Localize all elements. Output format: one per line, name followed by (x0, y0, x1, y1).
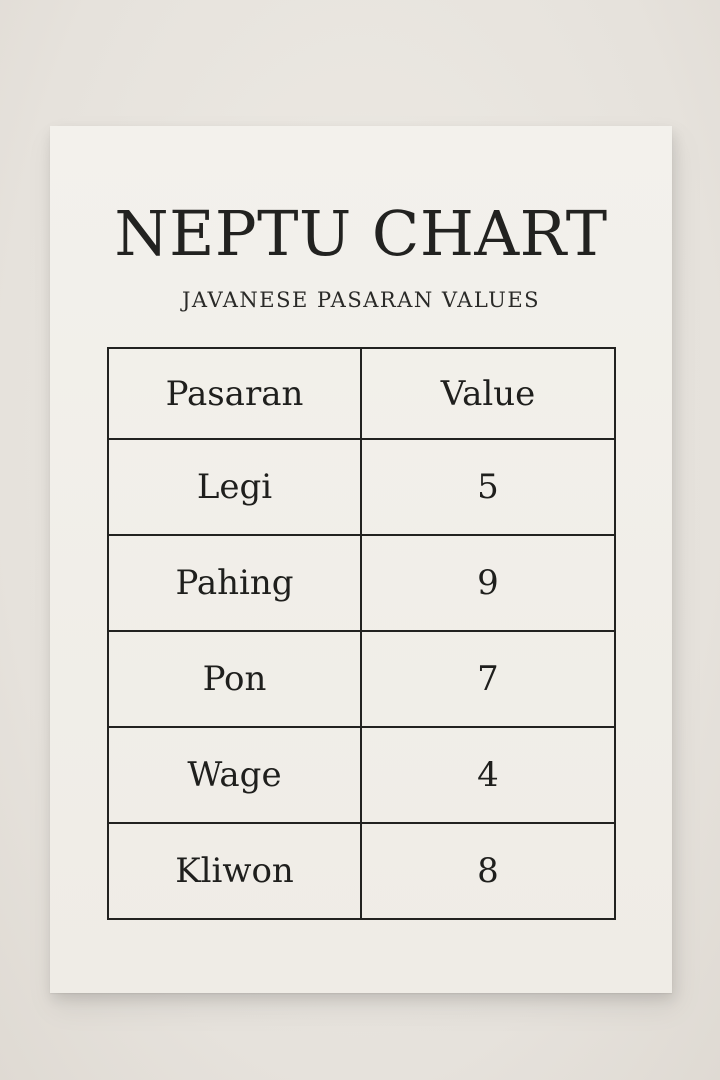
page-subtitle: JAVANESE PASARAN VALUES (181, 288, 541, 312)
table-header-row (108, 348, 615, 439)
pasaran-cell: Pon (108, 631, 361, 727)
pasaran-cell: Kliwon (108, 823, 361, 919)
value-cell: 5 (361, 439, 615, 535)
neptu-chart-card (50, 126, 672, 993)
page-title: NEPTU CHART (114, 197, 608, 270)
value-cell: 8 (361, 823, 615, 919)
pasaran-cell: Legi (108, 439, 361, 535)
pasaran-cell: Pahing (108, 535, 361, 631)
table-row (108, 439, 615, 535)
table-row (108, 631, 615, 727)
value-cell: 7 (361, 631, 615, 727)
pasaran-cell: Wage (108, 727, 361, 823)
column-header-value: Value (361, 348, 615, 439)
table-row (108, 727, 615, 823)
table-row (108, 535, 615, 631)
pasaran-table (107, 347, 616, 920)
value-cell: 9 (361, 535, 615, 631)
table-row (108, 823, 615, 919)
column-header-pasaran: Pasaran (108, 348, 361, 439)
value-cell: 4 (361, 727, 615, 823)
